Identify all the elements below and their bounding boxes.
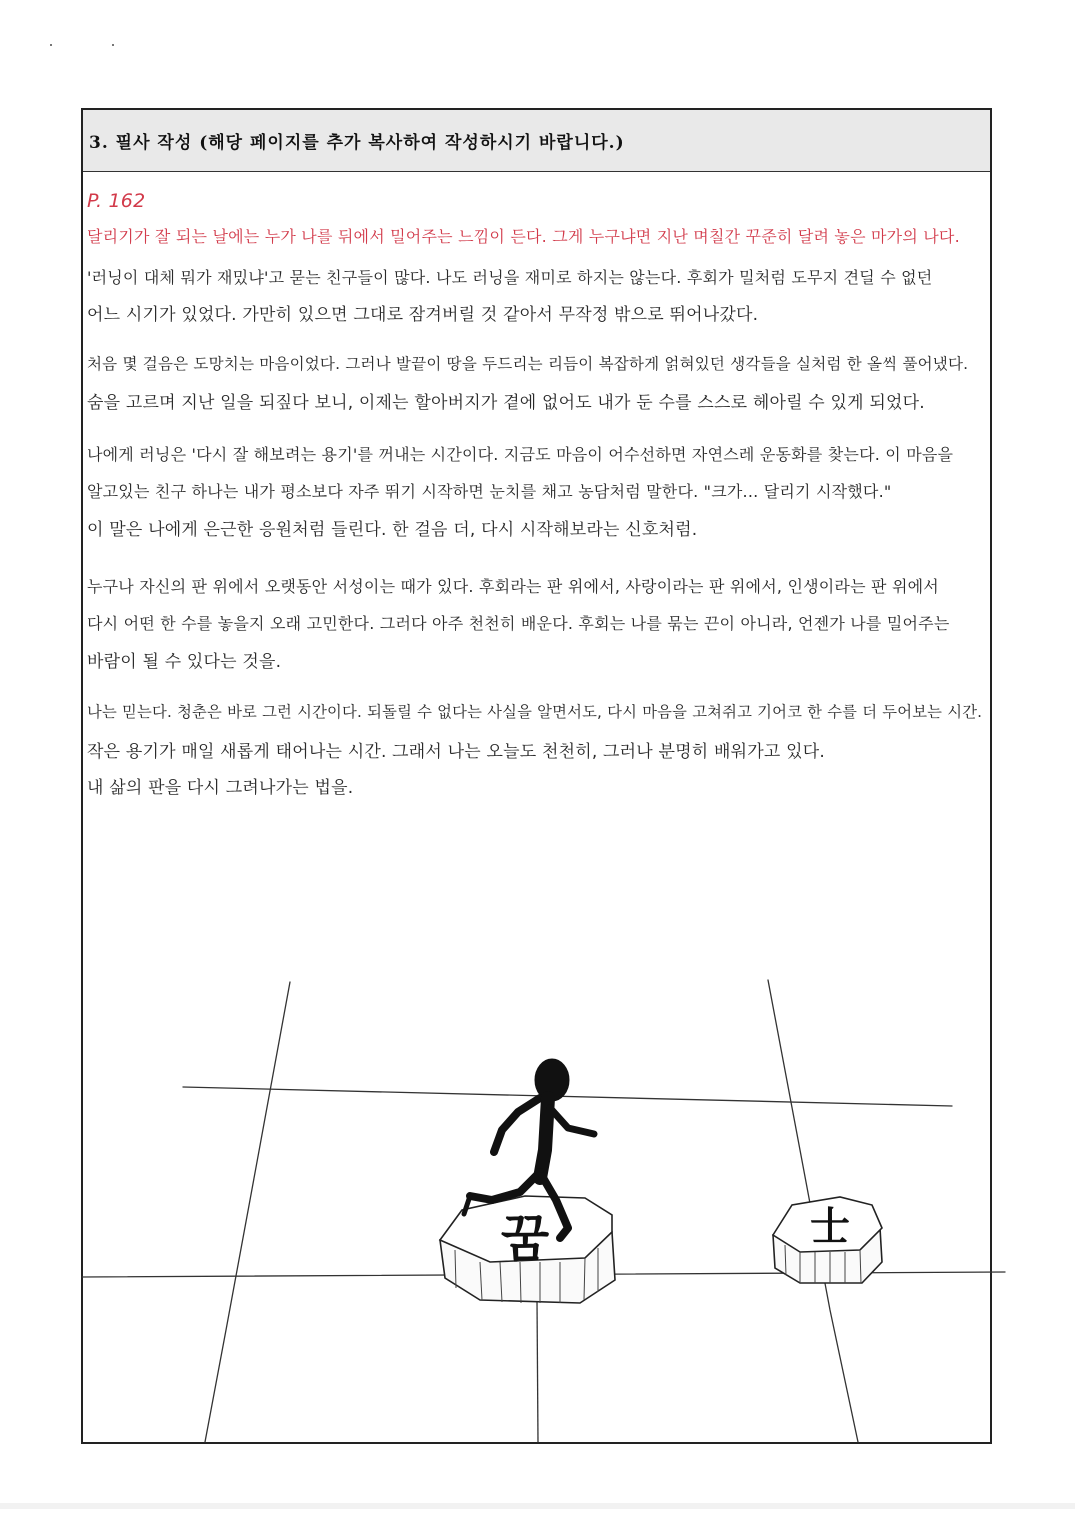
text-line-11: 나는 믿는다. 청춘은 바로 그런 시간이다. 되돌릴 수 없다는 사실을 알면서도, 다시 마음을 고쳐쥐고 기어코 한 수를 더 두어보는 시간. [87,703,983,721]
text-line-2: 어느 시기가 있었다. 가만히 있으면 그대로 잠겨버릴 것 같아서 무작정 밖으로 뛰어나갔다. [87,305,759,325]
janggi-piece-right [773,1197,882,1283]
text-line-7: 이 말은 나에게 은근한 응원처럼 들린다. 한 걸음 더, 다시 시작해보라는 신호처럼. [87,520,698,540]
text-line-12: 작은 용기가 매일 새롭게 태어나는 시간. 그래서 나는 오늘도 천천히, 그러나 분명히 배워가고 있다. [87,742,825,762]
text-line-8: 누구나 자신의 판 위에서 오랫동안 서성이는 때가 있다. 후회라는 판 위에서, 사랑이라는 판 위에서, 인생이라는 판 위에서 [87,577,939,596]
page-reference: P. 162 [87,190,146,212]
text-line-9: 다시 어떤 한 수를 놓을지 오래 고민한다. 그러다 아주 천천히 배운다. 후회는 나를 묶는 끈이 아니라, 언젠가 나를 밀어주는 [87,614,950,633]
scan-edge [0,1503,1075,1509]
board-line [205,982,290,1442]
text-line-10: 바람이 될 수 있다는 것을. [87,652,282,672]
text-line-6: 알고있는 친구 하나는 내가 평소보다 자주 뛰기 시작하면 눈치를 채고 농담처럼 말한다. "크가... 달리기 시작했다." [87,482,892,501]
text-line-13: 내 삶의 판을 다시 그려나가는 법을. [87,778,354,798]
form-title: 3. 필사 작성 (해당 페이지를 추가 복사하여 작성하시기 바랍니다.) [89,133,625,153]
text-line-5: 나에게 러닝은 '다시 잘 해보려는 용기'를 꺼내는 시간이다. 지금도 마음이 어수선하면 자연스레 운동화를 찾는다. 이 마음을 [87,445,954,464]
board-line [537,1300,538,1442]
text-line-3: 처음 몇 걸음은 도망치는 마음이었다. 그러나 발끝이 땅을 두드리는 리듬이 복잡하게 얽혀있던 생각들을 실처럼 한 올씩 풀어냈다. [87,355,969,373]
text-line-4: 숨을 고르며 지난 일을 되짚다 보니, 이제는 할아버지가 곁에 없어도 내가 둔 수를 스스로 헤아릴 수 있게 되었다. [87,393,925,413]
piece-right-glyph: 士 [810,1203,850,1250]
text-line-1: '러닝이 대체 뭐가 재밌냐'고 묻는 친구들이 많다. 나도 러닝을 재미로 하지는 않는다. 후회가 밀처럼 도무지 견딜 수 없던 [87,268,933,287]
quote-line: 달리기가 잘 되는 날에는 누가 나를 뒤에서 밀어주는 느낌이 든다. 그게 누구냐면 지난 며칠간 꾸준히 달려 놓은 마가의 나다. [87,227,960,246]
piece-left-glyph: 꿈 [500,1210,550,1268]
